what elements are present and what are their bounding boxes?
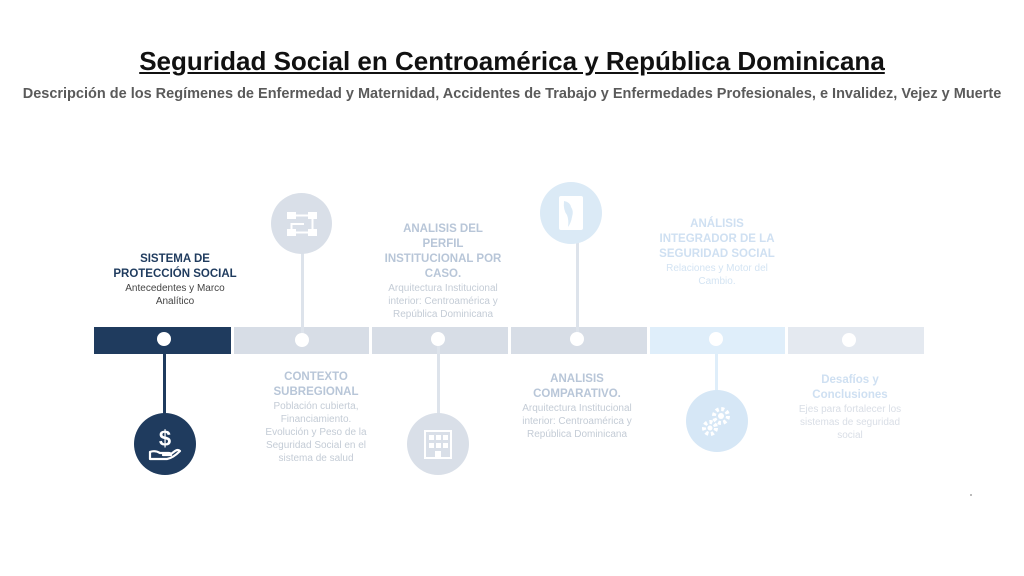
step-2-label [258,370,374,465]
step-3-icon-circle[interactable] [407,413,469,475]
flow-process-icon [284,206,320,242]
svg-text:$: $ [158,426,172,451]
timeline-segment-6[interactable] [788,327,924,354]
gears-icon [697,401,737,441]
page-subtitle: Descripción de los Regímenes de Enfermedad y Maternidad, Accidentes de Trabajo y Enfermedades Profesionales, e Invalidez, Vejez y Muerte [22,86,1002,102]
step-4-icon-circle[interactable] [540,182,602,244]
step-4-description: Arquitectura Institucional interior: Centroamérica y República Dominicana [522,403,632,440]
timeline-dot-3[interactable] [431,332,445,346]
step-3-description: Arquitectura Institucional interior: Centroamérica y República Dominicana [388,283,498,320]
step-3-label [382,222,504,321]
step-1-label [110,252,240,308]
timeline-dot-6[interactable] [842,333,856,347]
step-6-heading: Desafíos y Conclusiones [812,374,888,401]
step-5-description: Relaciones y Motor del Cambio. [666,263,768,287]
step-4-heading: ANALISIS COMPARATIVO. [533,373,621,400]
step-4-label [518,372,636,441]
step-6-description: Ejes para fortalecer los sistemas de seguridad social [798,404,902,441]
timeline-dot-4[interactable] [570,332,584,346]
connector-5 [715,340,718,392]
step-5-label [652,217,782,288]
connector-3 [437,340,440,418]
step-5-heading: ANÁLISIS INTEGRADOR DE LA SEGURIDAD SOCIAL [659,218,775,260]
dollar-hand-icon [145,424,185,464]
connector-4 [576,242,579,340]
step-2-description: Población cubierta, Financiamiento. Evolución y Peso de la Seguridad Social en el sistema de salud [265,401,367,464]
connector-1 [163,340,166,418]
step-1-icon-circle[interactable] [134,413,196,475]
page-title: Seguridad Social en Centroamérica y República Dominicana [139,46,885,76]
step-2-icon-circle[interactable] [271,193,332,254]
decorative-dot [970,494,972,496]
map-icon [554,193,588,233]
step-2-heading: CONTEXTO SUBREGIONAL [273,371,359,398]
step-5-icon-circle[interactable] [686,390,748,452]
step-6-label [790,373,910,442]
timeline-dot-2[interactable] [295,333,309,347]
building-icon [421,427,455,461]
timeline-dot-5[interactable] [709,332,723,346]
step-3-heading: ANALISIS DEL PERFIL INSTITUCIONAL POR CASO. [384,223,502,280]
timeline-dot-1[interactable] [157,332,171,346]
step-1-heading: SISTEMA DE PROTECCIÓN SOCIAL [113,253,237,280]
connector-2 [301,252,304,340]
step-1-description: Antecedentes y Marco Analítico [125,283,225,307]
